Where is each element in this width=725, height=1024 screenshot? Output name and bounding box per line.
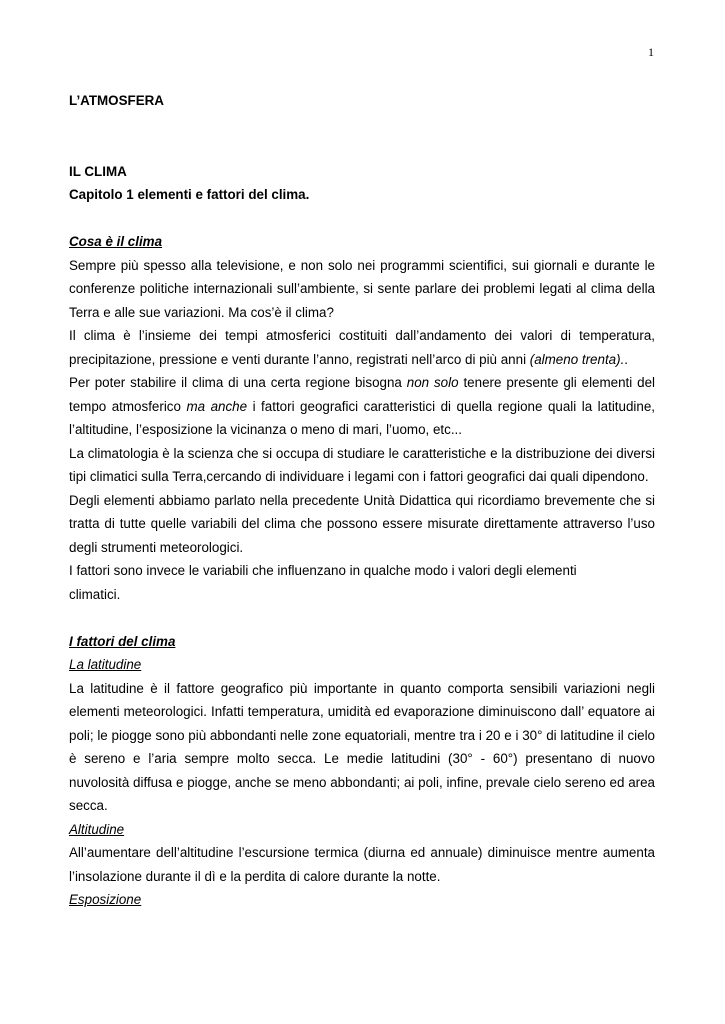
blank-line (69, 207, 655, 231)
paragraph-line: climatici. (69, 586, 121, 602)
blank-line (69, 113, 655, 137)
paragraph: Per poter stabilire il clima di una certa regione bisogna non solo tenere presente gli elementi del tempo atmosferico ma anche i fattori geografici caratteristici di quella regione quali la latitudine, l’altitudine, l’esposizione la vicinanza o meno di mari, l’uomo, etc... (69, 375, 655, 437)
paragraph: Il clima è l’insieme dei tempi atmosferici costituiti dall’andamento dei valori di temperatura, precipitazione, pressione e venti durante l’anno, registrati nell’arco di più anni (almeno trenta).. (69, 328, 655, 367)
paragraph: Degli elementi abbiamo parlato nella precedente Unità Didattica qui ricordiamo brevemente che si tratta di tutte quelle variabili del clima che possono essere misurate direttamente attraverso l’uso degli strumenti meteorologici. (69, 492, 655, 555)
document-title: L’ATMOSFERA (69, 93, 164, 108)
chapter-title: Capitolo 1 elementi e fattori del clima. (69, 187, 310, 202)
section-heading-fattori-del-clima: I fattori del clima (69, 633, 176, 649)
section-title: IL CLIMA (69, 163, 127, 179)
page-number: 1 (648, 45, 654, 59)
subheading-altitudine: Altitudine (69, 821, 125, 837)
paragraph: Sempre più spesso alla televisione, e non solo nei programmi scientifici, sui giornali e durante le conferenze politiche internazionali sull’ambiente, si sente parlare dei problemi legati al clima della Terra e alle sue variazioni. Ma cos’è il clima? (69, 257, 655, 320)
paragraph: All’aumentare dell’altitudine l’escursione termica (diurna ed annuale) diminuisce mentre aumenta l’insolazione durante il dì e la perdita di calore durante la notte. (69, 845, 655, 884)
paragraph: La climatologia è la scienza che si occupa di studiare le caratteristiche e la distribuzione dei diversi tipi climatici sulla Terra,cercando di individuare i legami con i fattori geografici dai quali dipendono. (69, 445, 655, 484)
paragraph-line: I fattori sono invece le variabili che influenzano in qualche modo i valori degli elementi (69, 563, 577, 578)
blank-line (69, 606, 655, 630)
section-heading-cosa-e-il-clima: Cosa è il clima (69, 234, 163, 249)
subheading-esposizione: Esposizione (69, 892, 142, 907)
blank-line (69, 136, 655, 160)
subheading-latitudine: La latitudine (69, 657, 142, 672)
paragraph: La latitudine è il fattore geografico più importante in quanto comporta sensibili variazioni negli elementi meteorologici. Infatti temperatura, umidità ed evaporazione diminuiscono dall’ equatore ai poli; le piogge sono più abbondanti nelle zone equatoriali, mentre tra i 20 e i 30° di latitudine il cielo è sereno e l’aria sempre molto secca. Le medie latitudini (30° - 60°) presentano di nuovo nuvolosità diffusa e piogge, anche se meno abbondanti; ai poli, infine, prevale cielo sereno ed area secca. (69, 680, 655, 813)
document-body (69, 89, 655, 912)
